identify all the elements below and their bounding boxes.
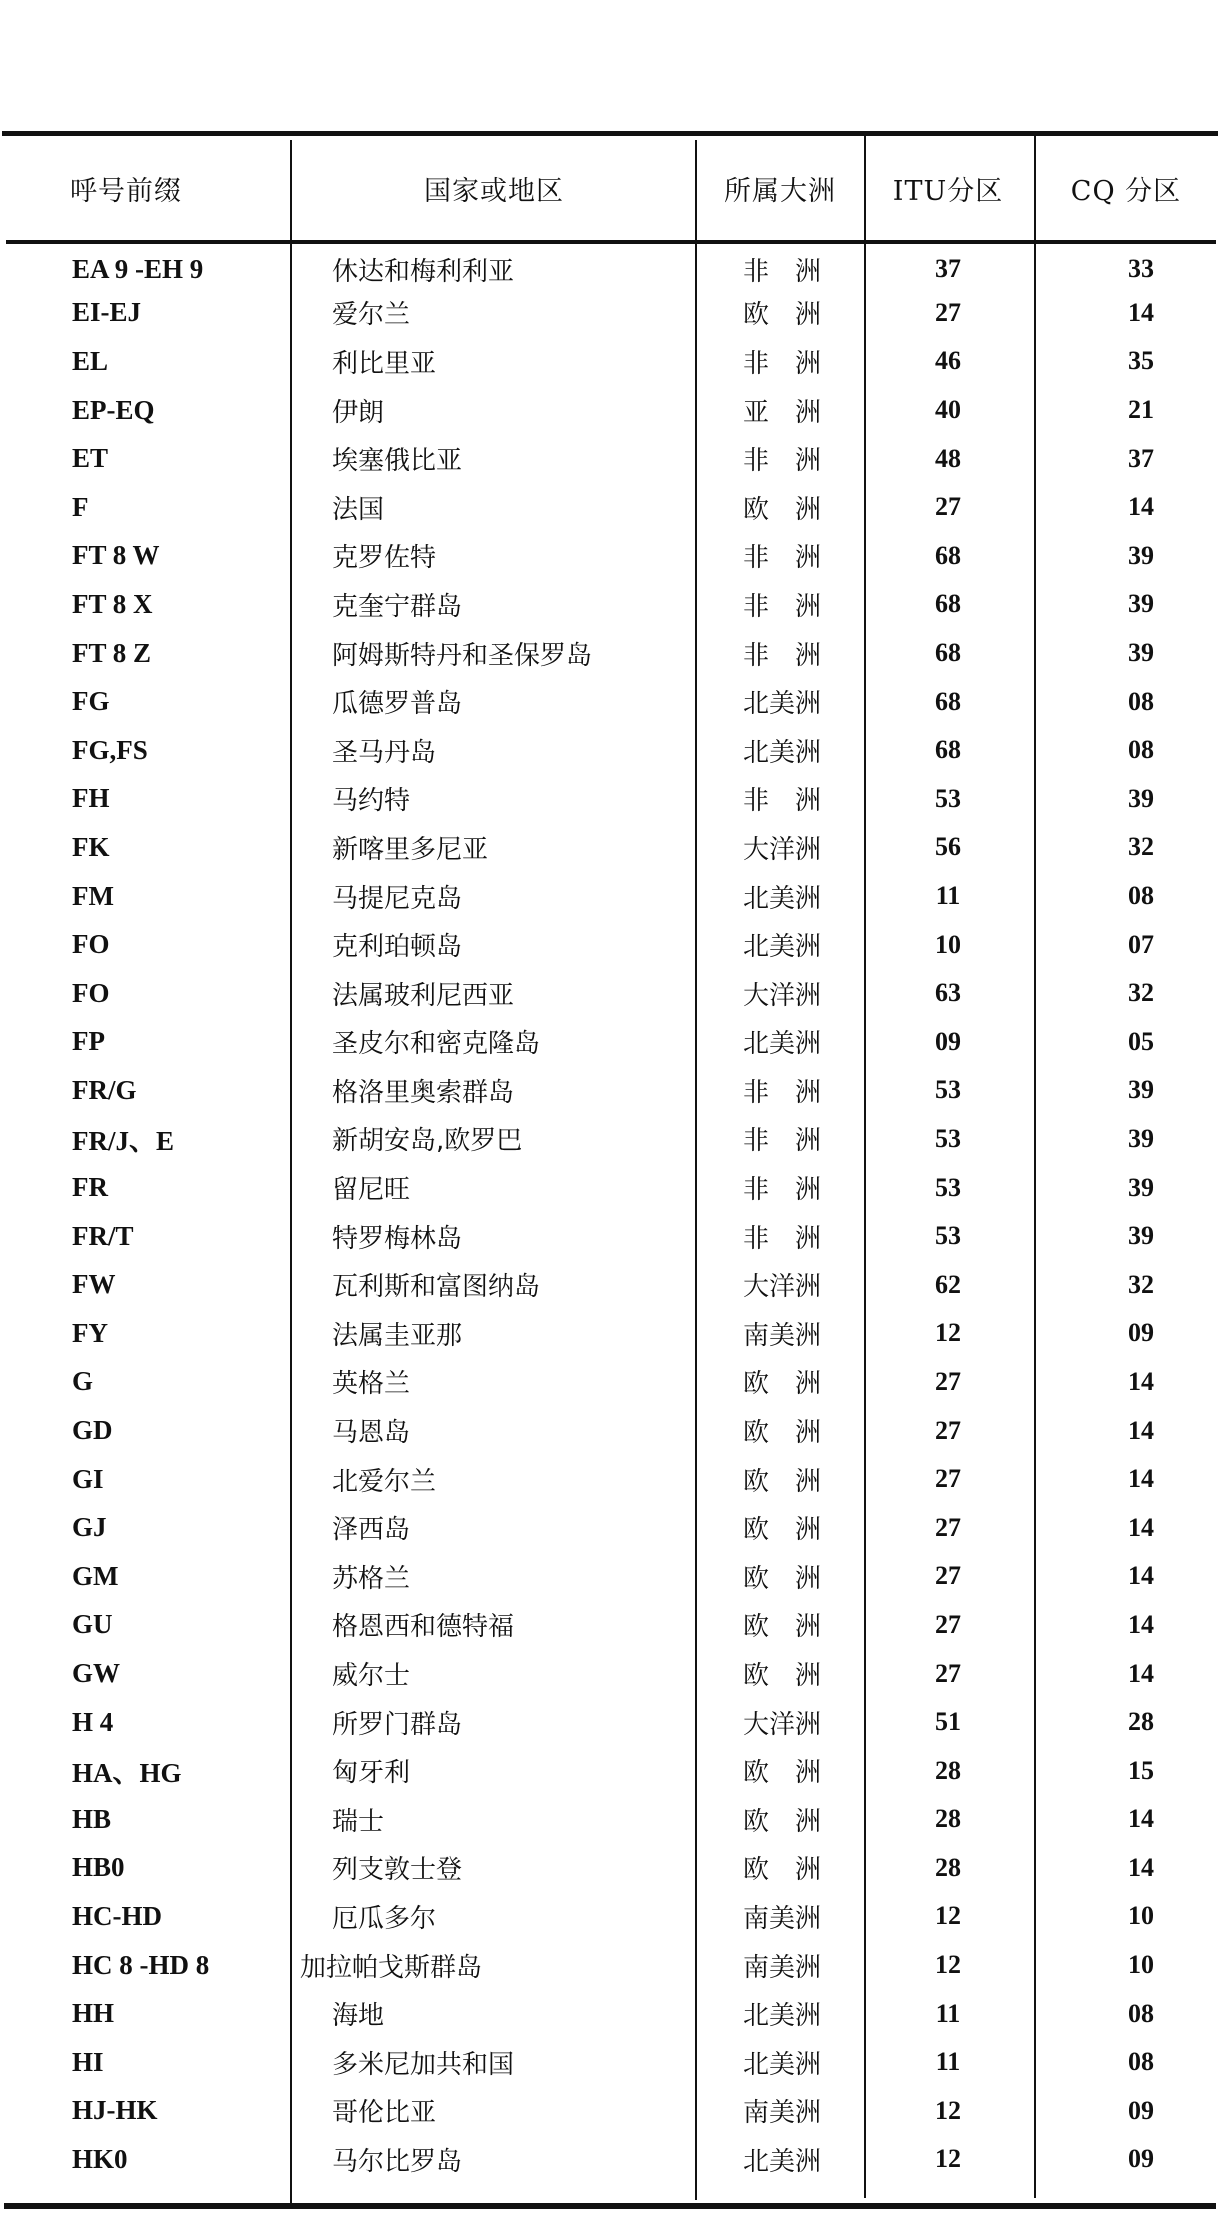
table-row bbox=[0, 1309, 1220, 1358]
cell-itu-zone: 68 bbox=[935, 540, 961, 570]
cell-country-region: 所罗门群岛 bbox=[332, 1709, 463, 1740]
table-row bbox=[0, 1455, 1220, 1504]
cell-itu-zone: 53 bbox=[935, 1123, 961, 1153]
cell-itu-zone: 27 bbox=[935, 1658, 961, 1688]
cell-cq-zone: 39 bbox=[1128, 638, 1154, 668]
cell-itu-zone: 28 bbox=[935, 1804, 961, 1834]
table-row bbox=[0, 629, 1220, 678]
cell-callsign-prefix: HH bbox=[72, 1998, 115, 2029]
cell-itu-zone: 37 bbox=[935, 254, 961, 284]
cell-country-region: 法属玻利尼西亚 bbox=[332, 980, 515, 1011]
cell-country-region: 马约特 bbox=[332, 786, 411, 817]
cell-cq-zone: 09 bbox=[1128, 2144, 1154, 2174]
header-itu-zone: ITU分区 bbox=[892, 175, 1004, 207]
cell-continent: 大洋洲 bbox=[742, 980, 821, 1011]
cell-callsign-prefix: EP-EQ bbox=[72, 394, 155, 425]
cell-callsign-prefix: HA、HG bbox=[72, 1758, 182, 1789]
cell-itu-zone: 12 bbox=[935, 1950, 961, 1980]
cell-continent: 非 洲 bbox=[742, 1223, 821, 1254]
cell-country-region: 瑞士 bbox=[332, 1806, 385, 1837]
cell-callsign-prefix: GW bbox=[72, 1658, 121, 1689]
cell-country-region: 克罗佐特 bbox=[332, 543, 437, 574]
cell-callsign-prefix: HK0 bbox=[72, 2143, 128, 2174]
cell-cq-zone: 35 bbox=[1128, 346, 1154, 376]
cell-country-region: 多米尼加共和国 bbox=[332, 2049, 515, 2080]
cell-country-region: 法国 bbox=[332, 494, 385, 525]
cell-cq-zone: 28 bbox=[1128, 1707, 1154, 1737]
cell-callsign-prefix: FR bbox=[72, 1172, 108, 1203]
cell-continent: 欧 洲 bbox=[742, 1466, 821, 1497]
cell-itu-zone: 68 bbox=[935, 686, 961, 716]
cell-itu-zone: 63 bbox=[935, 978, 961, 1008]
cell-country-region: 爱尔兰 bbox=[332, 300, 411, 331]
cell-cq-zone: 09 bbox=[1128, 2095, 1154, 2125]
cell-callsign-prefix: FM bbox=[72, 880, 114, 911]
cell-itu-zone: 53 bbox=[935, 1221, 961, 1251]
cell-itu-zone: 46 bbox=[935, 346, 961, 376]
cell-cq-zone: 39 bbox=[1128, 540, 1154, 570]
cell-callsign-prefix: GD bbox=[72, 1415, 113, 1446]
cell-continent: 非 洲 bbox=[742, 1126, 821, 1157]
cell-callsign-prefix: FW bbox=[72, 1269, 116, 1300]
cell-cq-zone: 14 bbox=[1128, 297, 1154, 327]
cell-callsign-prefix: FR/G bbox=[72, 1074, 137, 1105]
cell-itu-zone: 51 bbox=[935, 1707, 961, 1737]
cell-callsign-prefix: FO bbox=[72, 977, 110, 1008]
table-header-row bbox=[0, 136, 1220, 240]
cell-country-region: 马恩岛 bbox=[332, 1418, 411, 1449]
table-row bbox=[0, 969, 1220, 1018]
cell-continent: 北美洲 bbox=[742, 2001, 821, 2032]
cell-cq-zone: 14 bbox=[1128, 492, 1154, 522]
table-row bbox=[0, 1601, 1220, 1650]
cell-itu-zone: 68 bbox=[935, 638, 961, 668]
cell-itu-zone: 27 bbox=[935, 1609, 961, 1639]
cell-itu-zone: 27 bbox=[935, 1561, 961, 1591]
cell-country-region: 加拉帕戈斯群岛 bbox=[300, 1952, 483, 1983]
cell-country-region: 伊朗 bbox=[332, 397, 385, 428]
cell-callsign-prefix: FT 8 W bbox=[72, 540, 160, 571]
cell-country-region: 特罗梅林岛 bbox=[332, 1223, 463, 1254]
cell-country-region: 格恩西和德特福 bbox=[332, 1612, 515, 1643]
table-row bbox=[0, 580, 1220, 629]
cell-cq-zone: 10 bbox=[1128, 1950, 1154, 1980]
cell-cq-zone: 32 bbox=[1128, 1269, 1154, 1299]
cell-country-region: 英格兰 bbox=[332, 1369, 411, 1400]
cell-callsign-prefix: HB bbox=[72, 1803, 112, 1834]
header-callsign-prefix: 呼号前缀 bbox=[70, 175, 182, 207]
cell-itu-zone: 27 bbox=[935, 492, 961, 522]
cell-callsign-prefix: F bbox=[72, 491, 89, 522]
cell-continent: 欧 洲 bbox=[742, 1612, 821, 1643]
cell-continent: 欧 洲 bbox=[742, 1418, 821, 1449]
table-row bbox=[0, 1649, 1220, 1698]
cell-itu-zone: 10 bbox=[935, 929, 961, 959]
cell-continent: 欧 洲 bbox=[742, 494, 821, 525]
cell-cq-zone: 39 bbox=[1128, 1172, 1154, 1202]
cell-cq-zone: 08 bbox=[1128, 881, 1154, 911]
cell-country-region: 泽西岛 bbox=[332, 1515, 411, 1546]
cell-cq-zone: 08 bbox=[1128, 686, 1154, 716]
table-row bbox=[0, 920, 1220, 969]
cell-country-region: 哥伦比亚 bbox=[332, 2098, 437, 2129]
cell-continent: 南美洲 bbox=[742, 1903, 821, 1934]
cell-country-region: 法属圭亚那 bbox=[332, 1320, 463, 1351]
cell-callsign-prefix: GI bbox=[72, 1463, 104, 1494]
cell-continent: 非 洲 bbox=[742, 1175, 821, 1206]
cell-callsign-prefix: HI bbox=[72, 2046, 104, 2077]
cell-itu-zone: 27 bbox=[935, 1464, 961, 1494]
cell-itu-zone: 27 bbox=[935, 1415, 961, 1445]
cell-country-region: 克奎宁群岛 bbox=[332, 591, 463, 622]
cell-callsign-prefix: FR/J、E bbox=[72, 1126, 175, 1157]
cell-country-region: 阿姆斯特丹和圣保罗岛 bbox=[332, 640, 593, 671]
cell-cq-zone: 10 bbox=[1128, 1901, 1154, 1931]
cell-continent: 非 洲 bbox=[742, 786, 821, 817]
cell-country-region: 瓜德罗普岛 bbox=[332, 689, 463, 720]
cell-itu-zone: 53 bbox=[935, 1172, 961, 1202]
table-row bbox=[0, 1989, 1220, 2038]
cell-continent: 欧 洲 bbox=[742, 300, 821, 331]
table-row bbox=[0, 775, 1220, 824]
cell-cq-zone: 14 bbox=[1128, 1609, 1154, 1639]
cell-country-region: 圣马丹岛 bbox=[332, 737, 437, 768]
cell-cq-zone: 08 bbox=[1128, 2047, 1154, 2077]
table-row bbox=[0, 483, 1220, 532]
cell-cq-zone: 14 bbox=[1128, 1852, 1154, 1882]
cell-country-region: 匈牙利 bbox=[332, 1758, 411, 1789]
table-row bbox=[0, 240, 1220, 289]
cell-continent: 非 洲 bbox=[742, 1077, 821, 1108]
cell-itu-zone: 12 bbox=[935, 1318, 961, 1348]
cell-cq-zone: 21 bbox=[1128, 395, 1154, 425]
cell-continent: 欧 洲 bbox=[742, 1758, 821, 1789]
cell-country-region: 留尼旺 bbox=[332, 1175, 411, 1206]
cell-cq-zone: 39 bbox=[1128, 783, 1154, 813]
cell-continent: 非 洲 bbox=[742, 591, 821, 622]
header-country-region: 国家或地区 bbox=[424, 175, 564, 207]
table-row bbox=[0, 1746, 1220, 1795]
cell-callsign-prefix: HC 8 -HD 8 bbox=[72, 1949, 210, 1980]
cell-itu-zone: 12 bbox=[935, 2144, 961, 2174]
cell-cq-zone: 14 bbox=[1128, 1512, 1154, 1542]
cell-country-region: 格洛里奥索群岛 bbox=[332, 1077, 515, 1108]
cell-continent: 欧 洲 bbox=[742, 1661, 821, 1692]
cell-continent: 大洋洲 bbox=[742, 1709, 821, 1740]
cell-country-region: 马提尼克岛 bbox=[332, 883, 463, 914]
cell-callsign-prefix: FT 8 X bbox=[72, 588, 153, 619]
cell-cq-zone: 08 bbox=[1128, 735, 1154, 765]
cell-country-region: 埃塞俄比亚 bbox=[332, 446, 463, 477]
cell-itu-zone: 27 bbox=[935, 1366, 961, 1396]
cell-itu-zone: 27 bbox=[935, 1512, 961, 1542]
cell-cq-zone: 14 bbox=[1128, 1561, 1154, 1591]
cell-country-region: 利比里亚 bbox=[332, 348, 437, 379]
table-row bbox=[0, 337, 1220, 386]
cell-callsign-prefix: ET bbox=[72, 443, 109, 474]
cell-country-region: 休达和梅利利亚 bbox=[332, 256, 515, 287]
cell-itu-zone: 12 bbox=[935, 2095, 961, 2125]
cell-cq-zone: 15 bbox=[1128, 1755, 1154, 1785]
cell-country-region: 列支敦士登 bbox=[332, 1855, 463, 1886]
table-row bbox=[0, 1260, 1220, 1309]
cell-callsign-prefix: HJ-HK bbox=[72, 2095, 158, 2126]
cell-cq-zone: 07 bbox=[1128, 929, 1154, 959]
cell-continent: 大洋洲 bbox=[742, 1272, 821, 1303]
cell-continent: 北美洲 bbox=[742, 2146, 821, 2177]
cell-cq-zone: 39 bbox=[1128, 1075, 1154, 1105]
cell-continent: 非 洲 bbox=[742, 348, 821, 379]
cell-callsign-prefix: H 4 bbox=[72, 1706, 114, 1737]
cell-itu-zone: 68 bbox=[935, 589, 961, 619]
cell-cq-zone: 39 bbox=[1128, 1221, 1154, 1251]
table-row bbox=[0, 2087, 1220, 2136]
table-row bbox=[0, 1844, 1220, 1893]
cell-country-region: 苏格兰 bbox=[332, 1563, 411, 1594]
table-row bbox=[0, 289, 1220, 338]
table-row bbox=[0, 1941, 1220, 1990]
cell-callsign-prefix: GJ bbox=[72, 1512, 107, 1543]
cell-continent: 北美洲 bbox=[742, 689, 821, 720]
cell-cq-zone: 39 bbox=[1128, 589, 1154, 619]
table-row bbox=[0, 532, 1220, 581]
cell-callsign-prefix: FK bbox=[72, 831, 110, 862]
cell-continent: 大洋洲 bbox=[742, 834, 821, 865]
cell-callsign-prefix: FG,FS bbox=[72, 734, 148, 765]
table-row bbox=[0, 434, 1220, 483]
table-row bbox=[0, 1018, 1220, 1067]
cell-itu-zone: 28 bbox=[935, 1755, 961, 1785]
table-row bbox=[0, 2038, 1220, 2087]
cell-cq-zone: 14 bbox=[1128, 1415, 1154, 1445]
cell-cq-zone: 32 bbox=[1128, 832, 1154, 862]
table-row bbox=[0, 2135, 1220, 2184]
cell-cq-zone: 14 bbox=[1128, 1464, 1154, 1494]
table-row bbox=[0, 1795, 1220, 1844]
cell-cq-zone: 09 bbox=[1128, 1318, 1154, 1348]
header-cq-zone: CQ 分区 bbox=[1070, 175, 1182, 207]
table-row bbox=[0, 1358, 1220, 1407]
cell-callsign-prefix: EL bbox=[72, 345, 109, 376]
header-continent: 所属大洲 bbox=[724, 175, 836, 207]
cell-cq-zone: 14 bbox=[1128, 1658, 1154, 1688]
cell-cq-zone: 39 bbox=[1128, 1123, 1154, 1153]
table-body bbox=[0, 240, 1220, 2184]
cell-cq-zone: 32 bbox=[1128, 978, 1154, 1008]
table-row bbox=[0, 1552, 1220, 1601]
cell-continent: 北美洲 bbox=[742, 2049, 821, 2080]
cell-continent: 欧 洲 bbox=[742, 1806, 821, 1837]
cell-continent: 非 洲 bbox=[742, 446, 821, 477]
table-row bbox=[0, 1115, 1220, 1164]
cell-callsign-prefix: EA 9 -EH 9 bbox=[72, 253, 204, 284]
cell-continent: 南美洲 bbox=[742, 1320, 821, 1351]
table-row bbox=[0, 823, 1220, 872]
cell-continent: 非 洲 bbox=[742, 640, 821, 671]
callsign-prefix-table bbox=[0, 136, 1220, 2184]
cell-continent: 北美洲 bbox=[742, 1029, 821, 1060]
table-row bbox=[0, 1406, 1220, 1455]
cell-itu-zone: 11 bbox=[935, 2047, 961, 2077]
cell-cq-zone: 14 bbox=[1128, 1804, 1154, 1834]
cell-continent: 非 洲 bbox=[742, 256, 821, 287]
cell-itu-zone: 40 bbox=[935, 395, 961, 425]
cell-callsign-prefix: HB0 bbox=[72, 1852, 125, 1883]
cell-country-region: 海地 bbox=[332, 2001, 385, 2032]
cell-continent: 北美洲 bbox=[742, 932, 821, 963]
cell-itu-zone: 68 bbox=[935, 735, 961, 765]
cell-cq-zone: 05 bbox=[1128, 1026, 1154, 1056]
table-row bbox=[0, 1163, 1220, 1212]
cell-itu-zone: 11 bbox=[935, 1998, 961, 2028]
table-row bbox=[0, 726, 1220, 775]
cell-country-region: 克利珀顿岛 bbox=[332, 932, 463, 963]
table-row bbox=[0, 872, 1220, 921]
cell-callsign-prefix: FR/T bbox=[72, 1220, 134, 1251]
cell-itu-zone: 62 bbox=[935, 1269, 961, 1299]
cell-itu-zone: 27 bbox=[935, 297, 961, 327]
cell-itu-zone: 48 bbox=[935, 443, 961, 473]
table-row bbox=[0, 1503, 1220, 1552]
cell-callsign-prefix: EI-EJ bbox=[72, 297, 142, 328]
cell-continent: 非 洲 bbox=[742, 543, 821, 574]
table-row bbox=[0, 1698, 1220, 1747]
cell-callsign-prefix: FH bbox=[72, 783, 110, 814]
cell-cq-zone: 08 bbox=[1128, 1998, 1154, 2028]
cell-country-region: 新喀里多尼亚 bbox=[332, 834, 489, 865]
cell-country-region: 圣皮尔和密克隆岛 bbox=[332, 1029, 541, 1060]
cell-callsign-prefix: G bbox=[72, 1366, 94, 1397]
cell-country-region: 北爱尔兰 bbox=[332, 1466, 437, 1497]
cell-continent: 欧 洲 bbox=[742, 1369, 821, 1400]
cell-callsign-prefix: FG bbox=[72, 686, 110, 717]
cell-callsign-prefix: FY bbox=[72, 1317, 108, 1348]
cell-callsign-prefix: FO bbox=[72, 929, 110, 960]
cell-callsign-prefix: HC-HD bbox=[72, 1900, 162, 1931]
cell-callsign-prefix: GM bbox=[72, 1560, 119, 1591]
cell-itu-zone: 28 bbox=[935, 1852, 961, 1882]
cell-itu-zone: 12 bbox=[935, 1901, 961, 1931]
cell-continent: 南美洲 bbox=[742, 1952, 821, 1983]
cell-continent: 北美洲 bbox=[742, 883, 821, 914]
table-row bbox=[0, 677, 1220, 726]
cell-cq-zone: 33 bbox=[1128, 254, 1154, 284]
cell-country-region: 威尔士 bbox=[332, 1661, 411, 1692]
cell-cq-zone: 37 bbox=[1128, 443, 1154, 473]
cell-callsign-prefix: FP bbox=[72, 1026, 105, 1057]
table-bottom-rule bbox=[4, 2203, 1216, 2209]
table-row bbox=[0, 1066, 1220, 1115]
cell-continent: 北美洲 bbox=[742, 737, 821, 768]
cell-cq-zone: 14 bbox=[1128, 1366, 1154, 1396]
cell-itu-zone: 09 bbox=[935, 1026, 961, 1056]
cell-continent: 欧 洲 bbox=[742, 1515, 821, 1546]
cell-continent: 欧 洲 bbox=[742, 1855, 821, 1886]
cell-continent: 亚 洲 bbox=[742, 397, 821, 428]
cell-country-region: 马尔比罗岛 bbox=[332, 2146, 463, 2177]
cell-continent: 南美洲 bbox=[742, 2098, 821, 2129]
table-row bbox=[0, 386, 1220, 435]
table-row bbox=[0, 1212, 1220, 1261]
cell-itu-zone: 11 bbox=[935, 881, 961, 911]
cell-callsign-prefix: GU bbox=[72, 1609, 113, 1640]
cell-itu-zone: 53 bbox=[935, 783, 961, 813]
cell-callsign-prefix: FT 8 Z bbox=[72, 637, 152, 668]
cell-country-region: 瓦利斯和富图纳岛 bbox=[332, 1272, 541, 1303]
table-row bbox=[0, 1892, 1220, 1941]
cell-continent: 欧 洲 bbox=[742, 1563, 821, 1594]
cell-itu-zone: 53 bbox=[935, 1075, 961, 1105]
cell-itu-zone: 56 bbox=[935, 832, 961, 862]
cell-country-region: 厄瓜多尔 bbox=[332, 1903, 437, 1934]
cell-country-region: 新胡安岛,欧罗巴 bbox=[332, 1126, 523, 1157]
